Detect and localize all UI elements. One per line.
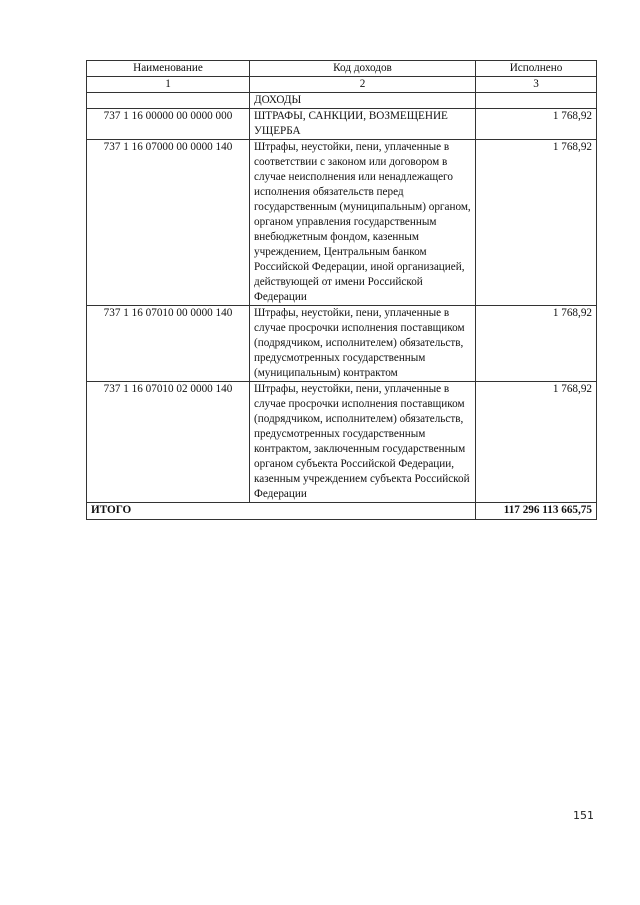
row-code: 737 1 16 07000 00 0000 140 xyxy=(87,140,250,306)
row-code xyxy=(87,93,250,109)
row-code: 737 1 16 07010 00 0000 140 xyxy=(87,306,250,382)
total-row xyxy=(87,503,597,520)
table-row xyxy=(87,382,597,503)
column-number-1: 1 xyxy=(87,77,250,93)
total-label: ИТОГО xyxy=(87,503,476,520)
row-amount: 1 768,92 xyxy=(476,382,597,503)
page-number: 151 xyxy=(573,809,594,822)
column-number-3: 3 xyxy=(476,77,597,93)
table-row xyxy=(87,93,597,109)
table-row xyxy=(87,140,597,306)
header-name: Наименование xyxy=(87,61,250,77)
column-number-2: 2 xyxy=(250,77,476,93)
row-description: ДОХОДЫ xyxy=(250,93,476,109)
table-row xyxy=(87,109,597,140)
column-number-row xyxy=(87,77,597,93)
row-amount xyxy=(476,93,597,109)
row-code: 737 1 16 00000 00 0000 000 xyxy=(87,109,250,140)
row-amount: 1 768,92 xyxy=(476,306,597,382)
table-row xyxy=(87,306,597,382)
row-description: ШТРАФЫ, САНКЦИИ, ВОЗМЕЩЕНИЕ УЩЕРБА xyxy=(250,109,476,140)
total-amount: 117 296 113 665,75 xyxy=(476,503,597,520)
row-description: Штрафы, неустойки, пени, уплаченные в случае просрочки исполнения поставщиком (подрядчиком, исполнителем) обязательств, предусмотренных государственным контрактом, заключенным государственным органом субъекта Российской Федерации, казенным учреждением субъекта Российской Федерации xyxy=(250,382,476,503)
table-header-row xyxy=(87,61,597,77)
row-amount: 1 768,92 xyxy=(476,140,597,306)
row-amount: 1 768,92 xyxy=(476,109,597,140)
header-revenue-code: Код доходов xyxy=(250,61,476,77)
row-description: Штрафы, неустойки, пени, уплаченные в соответствии с законом или договором в случае неисполнения или ненадлежащего исполнения обязательств перед государственным (муниципальным) органом, органом управления государственным внебюджетным фондом, казенным учреждением, Центральным банком Российской Федерации, иной организацией, действующей от имени Российской Федерации xyxy=(250,140,476,306)
header-executed: Исполнено xyxy=(476,61,597,77)
row-description: Штрафы, неустойки, пени, уплаченные в случае просрочки исполнения поставщиком (подрядчиком, исполнителем) обязательств, предусмотренных государственным (муниципальным) контрактом xyxy=(250,306,476,382)
revenue-table xyxy=(86,60,597,520)
row-code: 737 1 16 07010 02 0000 140 xyxy=(87,382,250,503)
